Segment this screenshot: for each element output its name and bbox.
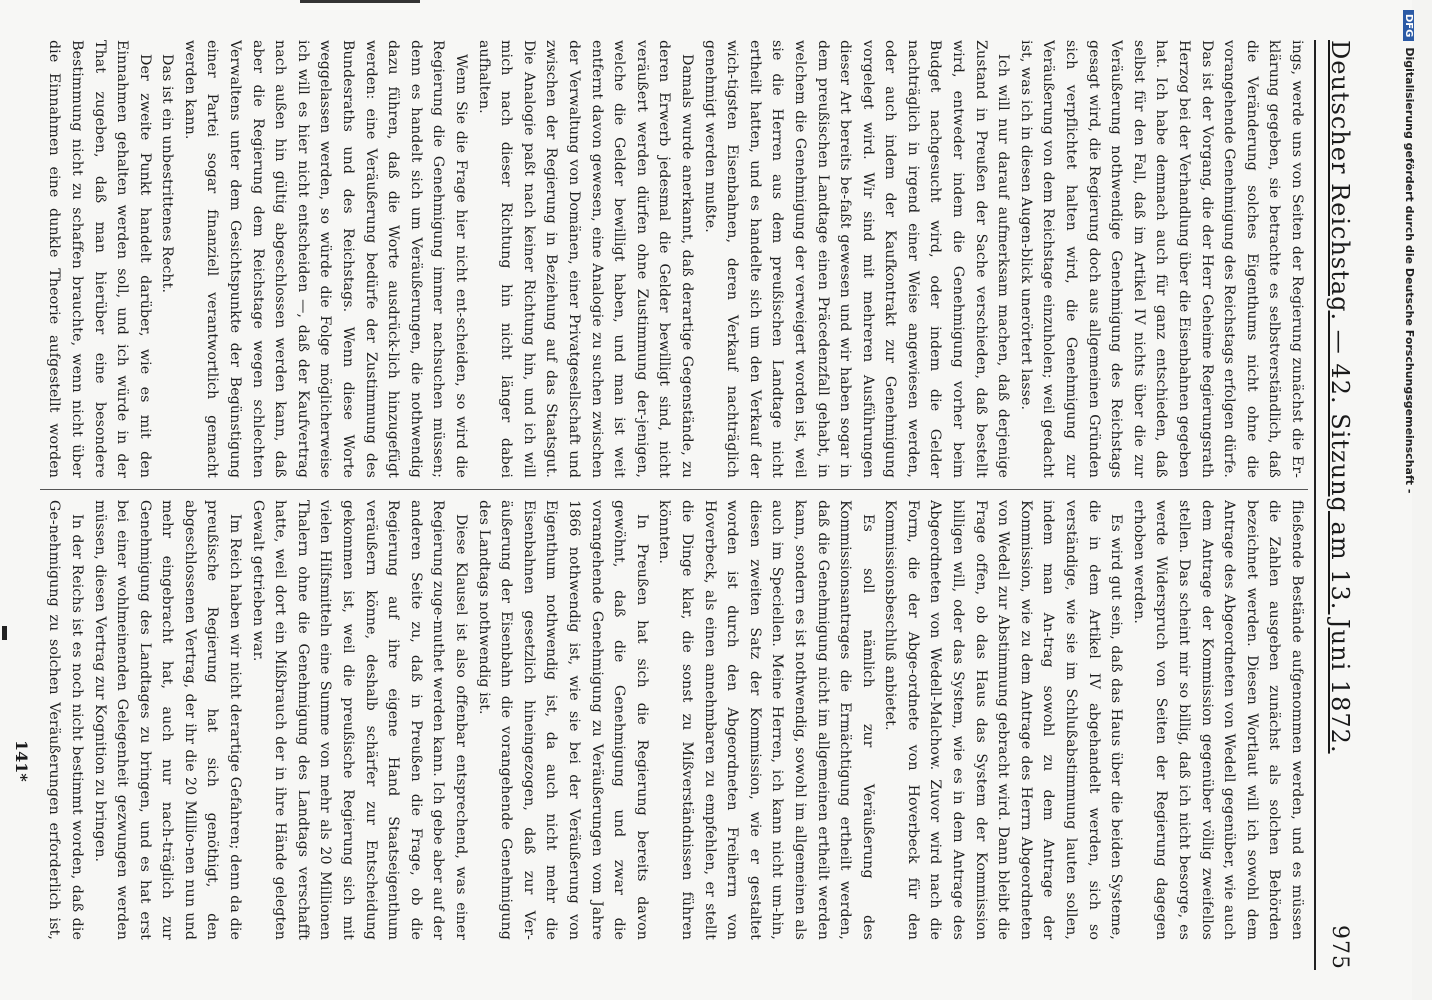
- paragraph: Es wird gut sein, daß das Haus über die beiden Systeme, die in dem Artikel IV abgehandelt werden, sich so verständige, wie sie im Schlußabstimmung lauten sollen, indem man An-trag sowohl zu dem Antrage der Kommission, wie zu dem Antrage des Herrn Abgeordneten von Wedell zur Abstimmung gebracht wird. Dann bleibt die Frage offen, ob das Haus das System der Kommission billigen will, oder das System, wie es in dem Antrage des Abgeordneten von Wedell-Malchow. Zuvor wird nach die Form, die der Abge-ordnete von Hoverbeck für den Kommissionsbeschluß anbietet.: [882, 500, 1125, 940]
- header-title: Deutscher Reichstag. — 42. Sitzung am 13. Juni 1872.: [1326, 40, 1354, 754]
- paragraph: Der zweite Punkt handelt darüber, wie es mit den Einnahmen gehalten werden soll, und ich würde in der That zugeben, daß man hierüber eine besondere Bestimmung nicht zu schaffen brauchte, wenn nicht über die Einnahmen eine dunkle Theorie aufgestellt worden: [46, 40, 153, 478]
- page-number: 975: [1327, 925, 1353, 970]
- paragraph: Es soll nämlich zur Veräußerung des Kommissionsantrages die Ermächtigung ertheilt werden, daß die Genehmigung nicht im allgemeinen ertheilt werden kann, sondern es ist nothwendig, sowohl im allgemeinen als auch im Speciellen. Meine Herren, ich kann nicht um-hin, diesen zweiten Satz der Kommission, wie er gestaltet worden ist durch den Abgeordneten Freiherrn von Hoverbeck, als einen annehmbaren zu empfehlen, er stellt die Dinge klar, die sonst zu Mißverständnissen führen könnten.: [656, 500, 876, 940]
- sheet-signature: 141*: [12, 740, 31, 782]
- text-column-left: [40, 40, 1308, 478]
- paragraph: fließende Bestände aufgenommen werden, und es müssen die Zahlen ausgeben zunächst als solchen Behörden bezeichnet werden. Diesen Wortlaut will ich sowohl dem Antrage des Abgeordneten von Wedell gegenüber, wie auch dem Antrage der Kommission gegenüber völlig zweifellos stellen. Das scheint mir so billig, daß ich nicht besorge, es werde Widerspruch von Seiten der Regierung dagegen erhoben werden.: [1130, 500, 1305, 940]
- paragraph: In der Reichs ist es noch nicht bestimmt worden, daß die Ge-nehmigung zu solchen Veräußerungen erforderlich ist,: [46, 500, 85, 940]
- paragraph: In Preußen hat sich die Regierung bereits davon gewöhnt, daß die Genehmigung und zwar die vorangehende Genehmigung zu Veräußerungen vom Jahre 1866 nothwendig ist, wie sie bei der Veräußerung von Eigenthum nothwendig ist, da auch nicht mehr die Eisenbahnen gesetzlich hineingezogen, daß zur Ver-äußerung der Eisenbahn die vorangehende Genehmigung des Landtags nothwendig ist.: [475, 500, 650, 940]
- paragraph: Ich will nur darauf aufmerksam machen, daß derjenige Zustand in Preußen der Sache verschieden, daß bestellt wird, entweder indem die Genehmigung vorher beim Budget nachgesucht wird, oder indem die Gelder nachträglich in irgend einer Weise angewiesen werden, oder auch indem der Kaufkontrakt zur Genehmigung vorgelegt wird. Wir sind mit mehreren Ausführungen dieser Art bereits be-faßt gewesen und wir haben sogar in dem preußischen Landtage einen Präcedenzfall gehabt, in welchem die Genehmigung der verweigert worden ist, weil sie die Herren aus dem preußischen Landtage nicht ertheilt hatten, und es handelte sich um den Verkauf der wich-tigsten Eisenbahnen, deren Verkauf nachträglich genehmigt werden mußte.: [701, 40, 1012, 478]
- text-column-right: [40, 500, 1308, 940]
- paragraph: Im Reich haben wir nicht derartige Gefahren; denn da die preußische Regierung hat sich genöthigt, den abgeschlossenen Vertrag, der ihr die 20 Millio-nen nun und mehr eingebracht hat, auch nur nach-träglich zur Genehmigung des Landtages zu bringen, und es hat erst bei einer wohlmeinenden Gelegenheit gezwungen werden müssen, diesen Vertrag zur Kognition zu bringen.: [91, 500, 244, 940]
- credit-text: Digitalisierung gefördert durch die Deutsche Forschungsgemeinschaft -: [1403, 47, 1416, 494]
- paragraph: ings, werde uns von Seiten der Regierung zunächst die Er-klärung gegeben, sie betrachte es selbstverständlich, daß die Veränderung solches Eigenthums nicht ohne die vorangehende Genehmigung des Reichstags erfolgen dürfe. Das ist der Vorgang, die der Herr Geheime Regierungsrath Herzog bei der Verhandlung über die Eisenbahnen gegeben hat. Ich habe demnach auch für ganz entschieden, daß selbst für den Fall, daß im Artikel IV nichts über die zur Veräußerung nothwendige Genehmigung des Reichstags gesagt wird, die Regierung doch aus allgemeinen Gründen sich verpflichtet halten wird, die Genehmigung zur Veräußerung von dem Reichstage einzuholen; weil gedacht ist, was ich in diesen Augen-blick unerörtert lasse.: [1017, 40, 1305, 478]
- page-header: [1320, 40, 1360, 970]
- column-divider: [40, 489, 1308, 490]
- paragraph: Diese Klausel ist also offenbar entsprechend, was einer Regierung zuge-muthet werden kann. Ich gebe aber auf der anderen Seite zu, daß in Preußen die Frage, ob die Regierung auf ihre eigene Hand Staatseigenthum veräußern könne, deshalb schärfer zur Entscheidung gekommen ist, weil die preußische Regierung sich mit vielen Hilfsmitteln eine Summe von mehr als 20 Millionen Thalern ohne die Genehmigung des Landtags verschafft hatte, weil dort ein Mißbrauch der in ihre Hände gelegten Gewalt getrieben war.: [249, 500, 470, 940]
- header-rule: [1314, 40, 1316, 970]
- paragraph: Wenn Sie die Frage hier nicht ent-scheiden, so wird die Regierung die Genehmigung immer nachsuchen müssen; denn es handelt sich um Veräußerungen, die nothwendig dazu führen, daß die Worte ausdrück-lich hinzugefügt werden: eine Veräußerung bedürfe der Zustimmung des Bundesraths und des Reichstags. Wenn diese Worte weggelassen werden, so würde die Folge möglicherweise ich will es hier nicht entscheiden —, daß der Kaufvertrag nach außen hin gültig abgeschlossen werden kann, daß aber die Regierung dem Reichstage wegen schlechten Verwaltens unter dem Gesichtspunkte der Begünstigung einer Partei sogar finanziell verantwortlich gemacht werden kann.: [181, 40, 470, 478]
- paragraph: Damals wurde anerkannt, daß derartige Gegenstände, zu deren Erwerb jedesmal die Gelder bewilligt sind, nicht veräußert werden dürfen ohne Zustimmung der-jenigen, welche die Gelder bewilligt haben, und man ist weit entfernt davon gewesen, eine Analogie zu suchen zwischen der Verwaltung von Domänen, einer Privatgesellschaft und zwischen der Regierung in Beziehung auf das Staatsgut. Die Analogie paßt nach keiner Richtung hin, und ich will mich nach dieser Richtung hin nicht länger dabei aufhalten.: [475, 40, 695, 478]
- dfg-logo: DFG: [1403, 10, 1414, 41]
- paragraph: Das ist ein unbestrittenes Recht.: [159, 54, 176, 294]
- digitization-credit: [1403, 10, 1417, 494]
